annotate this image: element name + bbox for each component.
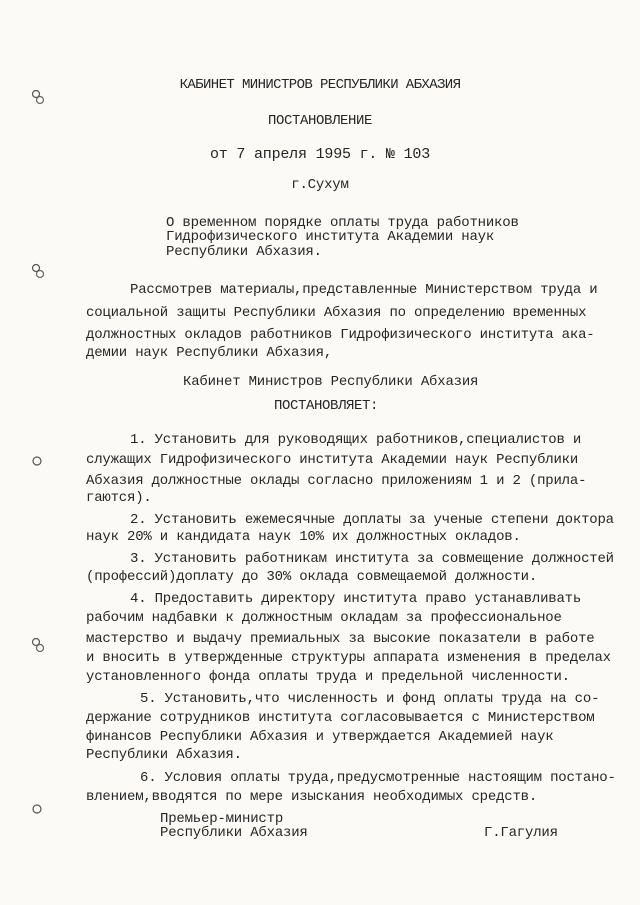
decree-item-line: 2. Установить ежемесячные доплаты за ученые степени доктора (130, 512, 614, 528)
preamble-line: Рассмотрев материалы,представленные Министерством труда и (130, 282, 598, 298)
decree-item-line: установленного фонда оплаты труда и предельной численности. (86, 669, 570, 685)
punch-hole-icon (30, 636, 46, 654)
decree-item-line: 6. Условия оплаты труда,предусмотренные настоящим постано- (140, 770, 616, 786)
decree-body: Кабинет Министров Республики Абхазия (183, 374, 479, 390)
decree-item-line: 5. Установить,что численность и фонд оплаты труда на со- (140, 691, 600, 707)
signatory-title: Премьер-министр (160, 811, 284, 827)
decree-item-line: держание сотрудников института согласовывается с Министерством (86, 710, 595, 726)
decree-item-line: рабочим надбавки к должностным окладам за профессиональное (86, 610, 562, 626)
decree-item-line: (профессий)доплату до 30% оклада совмещаемой должности. (86, 569, 538, 585)
decree-item-line: наук 20% и кандидата наук 10% их должностных окладов. (86, 529, 521, 545)
document-date-number: от 7 апреля 1995 г. № 103 (209, 146, 431, 163)
punch-hole-icon (30, 452, 46, 470)
decree-item-line: гаются). (86, 490, 152, 506)
decree-item-line: 3. Установить работникам института за совмещение должностей (130, 551, 614, 567)
decree-item-line: служащих Гидрофизического института Академии наук Республики (86, 452, 579, 468)
punch-hole-icon (30, 800, 46, 818)
preamble-line: должностных окладов работников Гидрофизического института ака- (86, 327, 595, 343)
signatory-title: Республики Абхазия (160, 825, 308, 841)
document-city: г.Сухум (291, 177, 349, 193)
decree-item-line: 1. Установить для руководящих работников,специалистов и (130, 432, 582, 448)
preamble-line: социальной защиты Республики Абхазия по определению временных (86, 305, 587, 321)
decree-item-line: Республики Абхазия. (86, 747, 242, 763)
decree-word: ПОСТАНОВЛЯЕТ: (274, 398, 379, 414)
subject-line: Гидрофизического института Академии наук (166, 229, 495, 245)
decree-item-line: Абхазия должностные оклады согласно приложениям 1 и 2 (прила- (86, 473, 587, 489)
signatory-name: Г.Гагулия (484, 825, 558, 841)
decree-item-line: 4. Предоставить директору института право устанавливать (130, 591, 582, 607)
org-title: КАБИНЕТ МИНИСТРОВ РЕСПУБЛИКИ АБХАЗИЯ (179, 77, 461, 93)
subject-line: Республики Абхазия. (166, 244, 322, 260)
decree-item-line: влением,вводятся по мере изыскания необходимых средств. (86, 789, 538, 805)
decree-item-line: и вносить в утвержденные структуры аппарата изменения в пределах (86, 650, 611, 666)
decree-item-line: финансов Республики Абхазия и утверждается Академией наук (86, 729, 554, 745)
decree-item-line: мастерство и выдачу премиальных за высокие показатели в работе (86, 631, 595, 647)
preamble-line: демии наук Республики Абхазия, (86, 345, 333, 361)
document-type: ПОСТАНОВЛЕНИЕ (267, 113, 373, 129)
subject-line: О временном порядке оплаты труда работников (166, 215, 519, 231)
punch-hole-icon (30, 262, 46, 280)
